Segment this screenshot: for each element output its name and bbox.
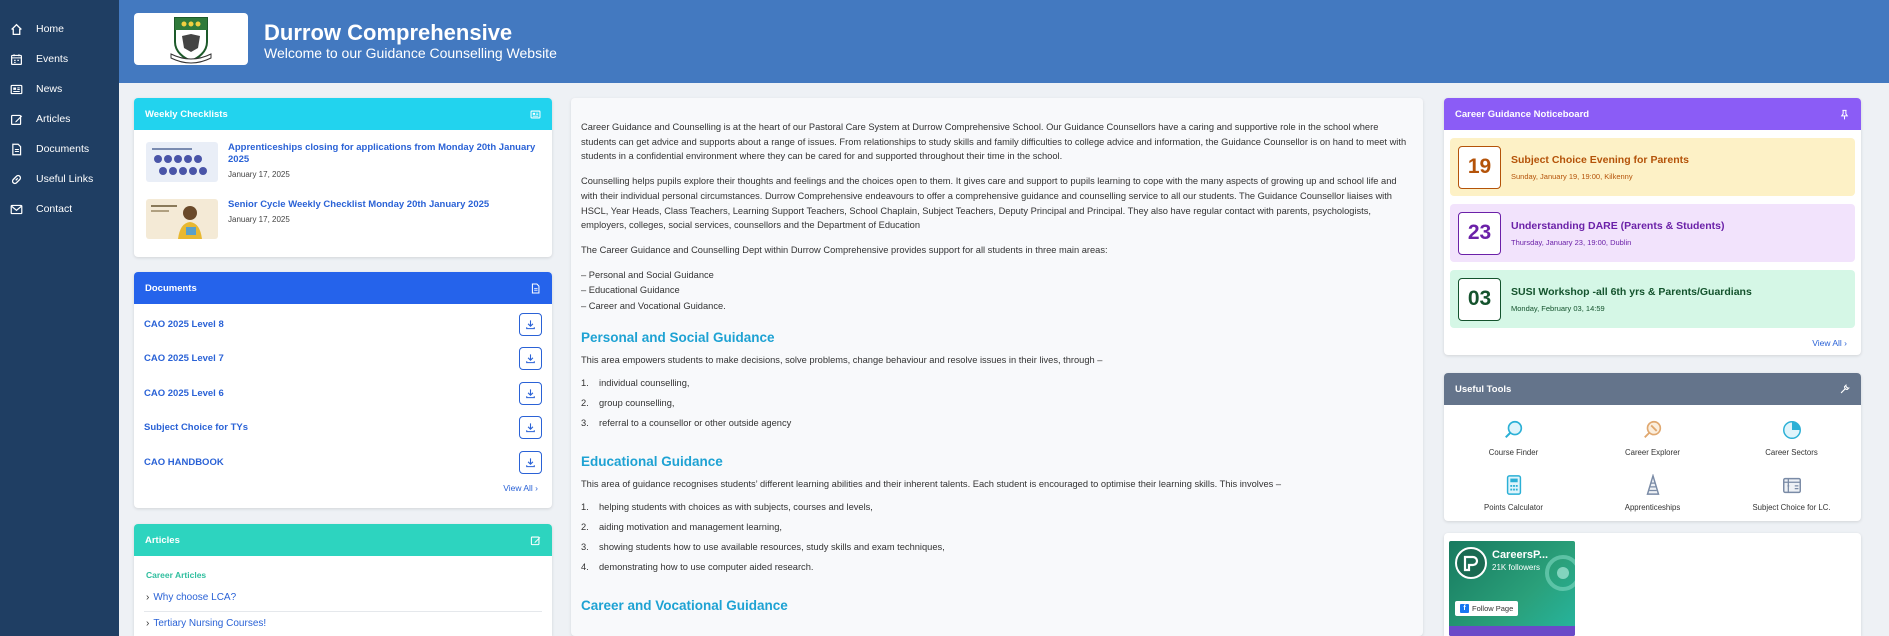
site-title: Durrow Comprehensive bbox=[264, 20, 513, 45]
download-icon bbox=[525, 388, 536, 399]
document-row bbox=[134, 376, 552, 411]
pin-icon bbox=[1839, 109, 1850, 120]
download-icon bbox=[525, 457, 536, 468]
tool-apprenticeships[interactable] bbox=[1583, 468, 1722, 521]
sidebar bbox=[0, 0, 119, 636]
newspaper-icon bbox=[530, 109, 541, 120]
tools-grid bbox=[1444, 405, 1861, 521]
areas-list bbox=[581, 268, 1413, 315]
numbered-list bbox=[581, 502, 1413, 582]
event-day: 03 bbox=[1458, 278, 1501, 321]
download-button[interactable] bbox=[519, 416, 542, 439]
facebook-page-name: CareersP... bbox=[1492, 549, 1549, 561]
list-item: 2. aiding motivation and management learning, bbox=[581, 521, 782, 532]
sidebar-item-label: Home bbox=[36, 23, 65, 35]
documents-view-all-link[interactable] bbox=[134, 483, 552, 493]
event-title: Subject Choice Evening for Parents bbox=[1511, 153, 1689, 166]
document-icon bbox=[10, 143, 23, 156]
chevron-right-icon: › bbox=[146, 592, 150, 603]
documents-header bbox=[134, 272, 552, 304]
document-row bbox=[134, 307, 552, 342]
compass-icon bbox=[1642, 419, 1664, 441]
link-icon bbox=[10, 173, 23, 186]
intro-paragraph: Career Guidance and Counselling is at the heart of our Pastoral Care System at Durrow Comprehensive School. Our Guidance Counsellors have a caring and supportive role in the school where students can get advice and supports about a range of issues. From relationships to study skills and family difficulties to college advice and information, the Guidance Counsellor is on hand to meet with students in a confidential environment where they can be cared for and supported throughout their time in the school. bbox=[581, 122, 1407, 162]
article-link[interactable] bbox=[134, 612, 552, 629]
noticeboard-view-all-link[interactable] bbox=[1444, 338, 1861, 348]
tool-course-finder[interactable] bbox=[1444, 413, 1583, 468]
weekly-checklists-panel bbox=[134, 98, 552, 257]
sidebar-item-label: Articles bbox=[36, 113, 71, 125]
main-content bbox=[571, 98, 1423, 636]
document-link[interactable]: CAO HANDBOOK bbox=[144, 456, 224, 468]
facebook-icon: f bbox=[1460, 604, 1469, 613]
intro-paragraph: The Career Guidance and Counselling Dept within Durrow Comprehensive provides support for all students in three main areas: bbox=[581, 244, 1108, 255]
tool-label: Course Finder bbox=[1488, 448, 1539, 457]
section-heading: Personal and Social Guidance bbox=[581, 330, 775, 346]
checklist-date: January 17, 2025 bbox=[228, 215, 290, 224]
panel-title: Documents bbox=[145, 282, 197, 294]
panel-title: Articles bbox=[145, 534, 180, 546]
sidebar-item-label: Documents bbox=[36, 143, 90, 155]
calendar-icon bbox=[10, 53, 23, 66]
checklist-title[interactable]: Senior Cycle Weekly Checklist Monday 20th January 2025 bbox=[228, 199, 490, 210]
event-meta: Thursday, January 23, 19:00, Dublin bbox=[1511, 237, 1632, 247]
ruler-icon bbox=[1642, 474, 1664, 496]
event-day: 23 bbox=[1458, 212, 1501, 255]
panel-title: Career Guidance Noticeboard bbox=[1455, 108, 1590, 120]
tool-career-sectors[interactable] bbox=[1722, 413, 1861, 468]
article-category[interactable]: Career Articles bbox=[146, 570, 207, 580]
tool-label: Points Calculator bbox=[1484, 503, 1543, 512]
list-item[interactable] bbox=[134, 187, 552, 244]
tool-career-explorer[interactable] bbox=[1583, 413, 1722, 468]
facebook-post-preview bbox=[1449, 626, 1575, 636]
event-card[interactable] bbox=[1450, 204, 1855, 262]
panel-title: Weekly Checklists bbox=[145, 108, 228, 120]
download-button[interactable] bbox=[519, 382, 542, 405]
panel-title: Useful Tools bbox=[1455, 383, 1512, 395]
books-icon bbox=[1781, 474, 1803, 496]
section-heading: Educational Guidance bbox=[581, 453, 723, 469]
tool-label: Career Sectors bbox=[1765, 448, 1818, 457]
documents-panel bbox=[134, 272, 552, 508]
site-header bbox=[119, 0, 1889, 83]
careers-portal-logo-icon bbox=[1461, 553, 1481, 573]
document-link[interactable]: CAO 2025 Level 6 bbox=[144, 387, 224, 399]
list-item[interactable] bbox=[134, 130, 552, 187]
section-paragraph: This area empowers students to make decisions, solve problems, change behaviour and resolve issues in their lives, through – bbox=[581, 355, 1103, 366]
sidebar-item-news[interactable] bbox=[0, 74, 119, 104]
sidebar-item-articles[interactable] bbox=[0, 104, 119, 134]
sidebar-item-label: Contact bbox=[36, 203, 73, 215]
magnifier-icon bbox=[1503, 419, 1525, 441]
mail-icon bbox=[10, 203, 23, 216]
event-day: 19 bbox=[1458, 146, 1501, 189]
follow-page-label: Follow Page bbox=[1472, 604, 1514, 613]
sidebar-item-label: Events bbox=[36, 53, 69, 65]
sidebar-item-label: Useful Links bbox=[36, 173, 94, 185]
numbered-list bbox=[581, 378, 1413, 438]
facebook-followers: 21K followers bbox=[1492, 563, 1541, 572]
newspaper-icon bbox=[10, 83, 23, 96]
tool-points-calculator[interactable] bbox=[1444, 468, 1583, 521]
checklist-title[interactable]: Apprenticeships closing for applications from Monday 20th January 2025 bbox=[228, 142, 536, 165]
list-item: 3. referral to a counsellor or other outside agency bbox=[581, 417, 792, 428]
tool-label: Subject Choice for LC. bbox=[1752, 503, 1831, 512]
list-item: 4. demonstrating how to use computer aided research. bbox=[581, 561, 814, 572]
section-paragraph: This area of guidance recognises students’ different learning abilities and their inherent talents. Each student is encouraged to optimise their learning skills. This involves – bbox=[581, 478, 1282, 489]
document-row bbox=[134, 342, 552, 377]
download-icon bbox=[525, 353, 536, 364]
sidebar-item-events[interactable] bbox=[0, 44, 119, 74]
list-item: – Career and Vocational Guidance. bbox=[581, 300, 726, 311]
event-meta: Monday, February 03, 14:59 bbox=[1511, 303, 1605, 313]
event-card[interactable] bbox=[1450, 270, 1855, 328]
list-item: 2. group counselling, bbox=[581, 397, 675, 408]
articles-header bbox=[134, 524, 552, 556]
chevron-right-icon: › bbox=[532, 482, 538, 493]
weekly-checklists-header bbox=[134, 98, 552, 130]
facebook-page-widget[interactable] bbox=[1449, 541, 1575, 636]
article-link-label: Why choose LCA? bbox=[153, 592, 237, 603]
download-button[interactable] bbox=[519, 347, 542, 370]
document-link[interactable]: CAO 2025 Level 8 bbox=[144, 318, 224, 330]
intro-paragraph: Counselling helps pupils explore their thoughts and feelings and the choices open to them. It gives care and support to pupils learning to cope with the many aspects of growing up and school life and with their individual personal circumstances. Durrow Comprehensive endeavours to offer a comprehensive guidance and counselling service to all our students. The Guidance Counsellor liaises with HSCL, Year Heads, Class Teachers, Learning Support Teachers, School Chaplain, Subject Teachers, Deputy Principal and Principal. They also have regular contact with parents, psychologists, employers, colleges, social services, counsellors and the Department of Education bbox=[581, 176, 1397, 231]
article-link[interactable] bbox=[134, 580, 552, 603]
follow-page-button[interactable] bbox=[1455, 601, 1518, 616]
sidebar-item-label: News bbox=[36, 83, 63, 95]
list-item: 1. individual counselling, bbox=[581, 377, 690, 388]
edit-icon bbox=[10, 113, 23, 126]
tool-label: Apprenticeships bbox=[1624, 503, 1681, 512]
sidebar-item-contact[interactable] bbox=[0, 194, 119, 224]
document-row bbox=[134, 411, 552, 446]
school-crest-icon bbox=[168, 14, 214, 64]
download-icon bbox=[525, 319, 536, 330]
view-all-label: View All bbox=[1812, 338, 1842, 348]
wrench-icon bbox=[1839, 384, 1850, 395]
event-meta: Sunday, January 19, 19:00, Kilkenny bbox=[1511, 171, 1633, 181]
section-heading: Career and Vocational Guidance bbox=[581, 597, 788, 613]
sidebar-item-documents[interactable] bbox=[0, 134, 119, 164]
page-avatar bbox=[1455, 547, 1487, 579]
document-row bbox=[134, 445, 552, 480]
edit-icon bbox=[530, 535, 541, 546]
sidebar-item-home[interactable] bbox=[0, 14, 119, 44]
pie-chart-icon bbox=[1781, 419, 1803, 441]
calculator-icon bbox=[1503, 474, 1525, 496]
list-item: – Personal and Social Guidance bbox=[581, 269, 714, 280]
noticeboard-panel bbox=[1444, 98, 1861, 355]
list-item: 3. showing students how to use available resources, study skills and exam techniques, bbox=[581, 541, 945, 552]
list-item: 1. helping students with choices as with subjects, courses and levels, bbox=[581, 501, 873, 512]
useful-tools-panel bbox=[1444, 373, 1861, 521]
checklist-thumbnail bbox=[146, 142, 218, 182]
chevron-right-icon: › bbox=[146, 618, 150, 629]
sidebar-item-useful-links[interactable] bbox=[0, 164, 119, 194]
document-link[interactable]: Subject Choice for TYs bbox=[144, 422, 248, 434]
event-title: SUSI Workshop -all 6th yrs & Parents/Guardians bbox=[1511, 285, 1752, 298]
noticeboard-header bbox=[1444, 98, 1861, 130]
list-item: – Educational Guidance bbox=[581, 285, 680, 296]
download-button[interactable] bbox=[519, 313, 542, 336]
chevron-right-icon: › bbox=[1841, 338, 1847, 348]
home-icon bbox=[10, 23, 23, 36]
checklist-thumbnail bbox=[146, 199, 218, 239]
school-logo[interactable] bbox=[134, 13, 248, 65]
download-button[interactable] bbox=[519, 451, 542, 474]
tool-label: Career Explorer bbox=[1624, 448, 1681, 457]
view-all-label: View All bbox=[503, 482, 533, 493]
event-title: Understanding DARE (Parents & Students) bbox=[1511, 219, 1725, 232]
document-icon bbox=[530, 283, 541, 294]
article-link-label: Tertiary Nursing Courses! bbox=[153, 618, 267, 629]
event-card[interactable] bbox=[1450, 138, 1855, 196]
checklist-date: January 17, 2025 bbox=[228, 170, 290, 179]
site-subtitle: Welcome to our Guidance Counselling Website bbox=[264, 45, 557, 61]
document-link[interactable]: CAO 2025 Level 7 bbox=[144, 353, 224, 365]
articles-panel bbox=[134, 524, 552, 636]
useful-tools-header bbox=[1444, 373, 1861, 405]
download-icon bbox=[525, 422, 536, 433]
tool-subject-choice-lc[interactable] bbox=[1722, 468, 1861, 521]
